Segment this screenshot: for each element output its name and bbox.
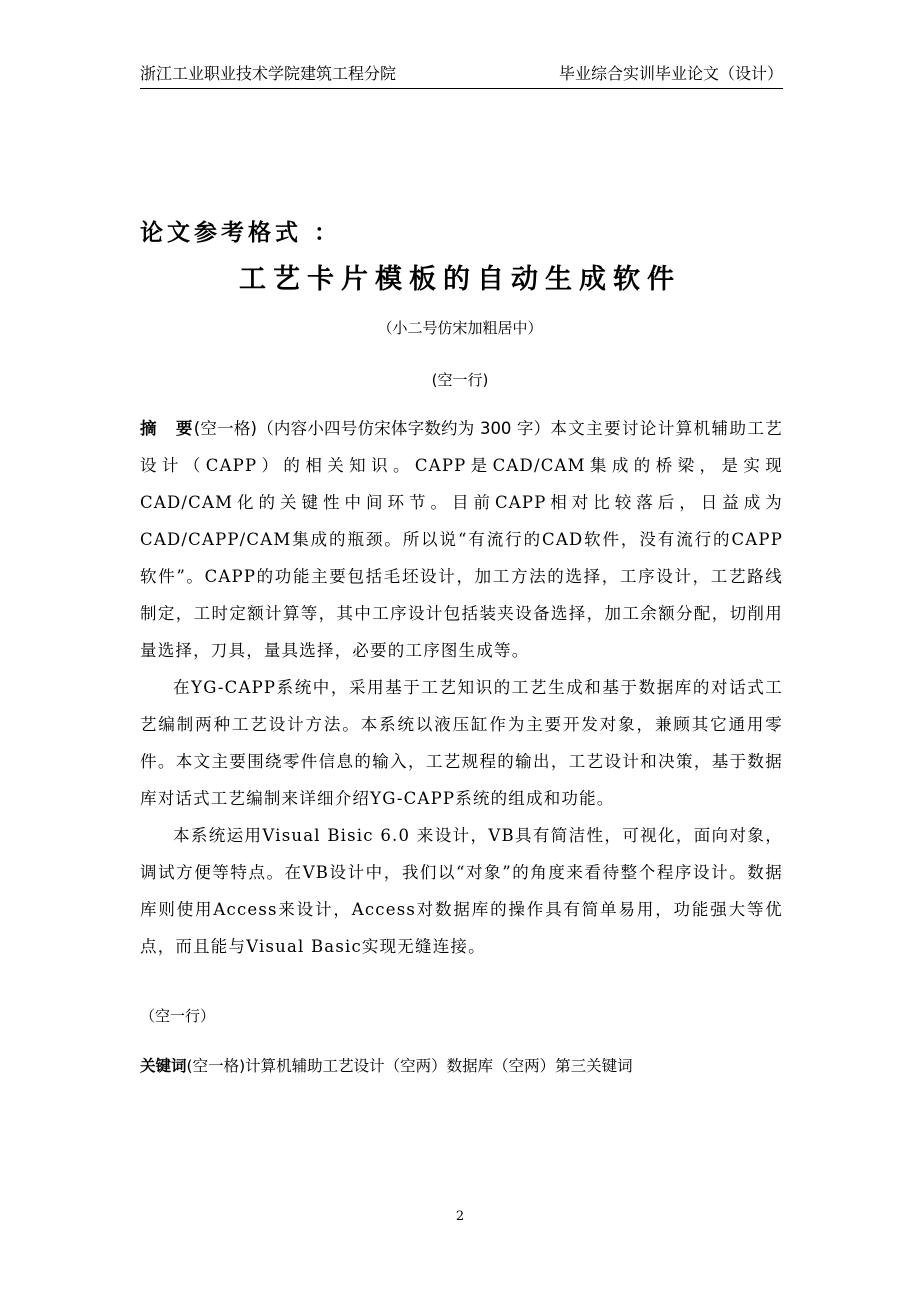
keywords-line xyxy=(140,1055,633,1077)
abstract-label: 摘 要 xyxy=(140,419,194,438)
abstract-paragraph-2: 在YG-CAPP系统中，采用基于工艺知识的工艺生成和基于数据库的对话式工艺编制两种工艺设计方法。本系统以液压缸作为主要开发对象，兼顾其它通用零件。本文主要围绕零件信息的输入，工艺规程的输出，工艺设计和决策，基于数据库对话式工艺编制来详细介绍YG-CAPP系统的组成和功能。 xyxy=(140,678,783,808)
abstract-paragraph-1 xyxy=(140,410,783,669)
abstract-section xyxy=(140,410,783,965)
abstract-paragraph-3: 本系统运用Visual Bisic 6.0 来设计，VB具有简洁性，可视化，面向对象，调试方便等特点。在VB设计中，我们以“对象”的角度来看待整个程序设计。数据库则使用Access来设计，Access对数据库的操作具有简单易用，功能强大等优点，而且能与Visual Basic实现无缝连接。 xyxy=(140,826,783,956)
header-institution: 浙江工业职业技术学院建筑工程分院 xyxy=(140,64,397,83)
title-format-note: （小二号仿宋加粗居中） xyxy=(377,319,543,337)
abstract-format-note: （内容小四号仿宋体字数约为 300 字） xyxy=(256,419,551,438)
blank-line-note-2: （空一行） xyxy=(140,1007,216,1025)
header-document-type: 毕业综合实训毕业论文（设计） xyxy=(558,64,783,83)
keywords-text: (空一格)计算机辅助工艺设计（空两）数据库（空两）第三关键词 xyxy=(186,1057,633,1075)
keywords-label: 关键词 xyxy=(140,1057,187,1075)
page-number: 2 xyxy=(455,1209,465,1224)
abstract-gap-note: (空一格) xyxy=(193,419,257,438)
blank-line-note: (空一行) xyxy=(431,371,489,389)
paper-title: 工艺卡片模板的自动生成软件 xyxy=(239,264,681,295)
abstract-text-1: 本文主要讨论计算机辅助工艺设计（CAPP）的相关知识。CAPP是CAD/CAM集成的桥梁，是实现CAD/CAM化的关键性中间环节。目前CAPP相对比较落后，日益成为CAD/CAPP/CAM集成的瓶颈。所以说“有流行的CAD软件，没有流行的CAPP软件”。CAPP的功能主要包括毛坯设计，加工方法的选择，工序设计，工艺路线制定，工时定额计算等，其中工序设计包括装夹设备选择，加工余额分配，切削用量选择，刀具，量具选择，必要的工序图生成等。 xyxy=(140,419,783,660)
page-header xyxy=(140,64,783,89)
reference-format-heading: 论文参考格式 ： xyxy=(140,219,342,246)
